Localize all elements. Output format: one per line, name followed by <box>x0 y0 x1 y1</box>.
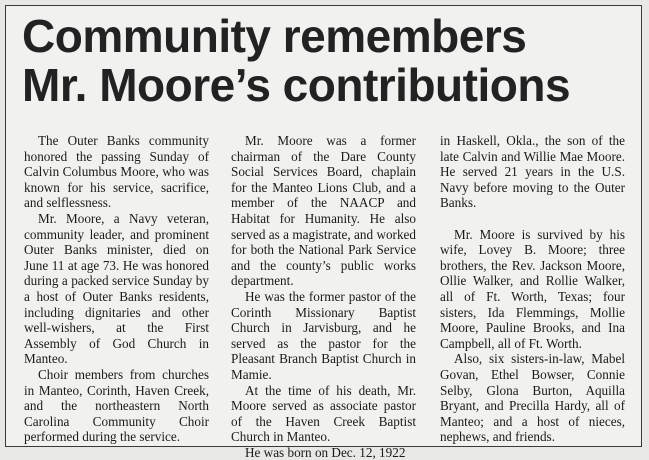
paragraph: At the time of his death, Mr. Moore served as associate pastor of the Haven Creek Baptist Church in Manteo. <box>231 382 416 445</box>
headline-line-2: Mr. Moore’s contributions <box>22 59 571 111</box>
paragraph-continued: in Haskell, Okla., the son of the late Calvin and Willie Mae Moore. He served 21 years in the U.S. Navy before moving to the Outer Banks. <box>440 133 625 211</box>
article-column-2 <box>231 133 416 460</box>
headline-line-1: Community remembers <box>22 10 527 62</box>
newspaper-clipping <box>5 5 642 460</box>
paragraph: Mr. Moore was a former chairman of the Dare County Social Services Board, chaplain for the Manteo Lions Club, and a member of the NAACP and Habitat for Humanity. He also served as a magistrate, and worked for both the National Park Service and the county’s public works department. <box>231 133 416 289</box>
article-column-3 <box>440 133 625 445</box>
paragraph: Mr. Moore, a Navy veteran, community leader, and prominent Outer Banks minister, died on June 11 at age 73. He was honored during a packed service Sunday by a host of Outer Banks residents, including dignitaries and other well-wishers, at the First Assembly of God Church in Manteo. <box>24 210 209 367</box>
paragraph: Also, six sisters-in-law, Mabel Govan, Ethel Bowser, Connie Selby, Glona Burton, Aquilla Bryant, and Precilla Hardy, all of Manteo; and a host of nieces, nephews, and friends. <box>440 351 625 445</box>
headline <box>22 12 570 110</box>
article-column-1 <box>24 133 209 445</box>
paragraph: He was born on Dec. 12, 1922 <box>245 444 406 460</box>
paragraph: The Outer Banks community honored the passing Sunday of Calvin Columbus Moore, who was known for his service, sacrifice, and selflessness. <box>24 133 209 211</box>
paragraph: He was the former pastor of the Corinth Missionary Baptist Church in Jarvisburg, and he served as the pastor for the Pleasant Branch Baptist Church in Mamie. <box>231 288 416 382</box>
paragraph: Choir members from churches in Manteo, Corinth, Haven Creek, and the northeastern North Carolina Community Choir performed during the service. <box>24 366 209 445</box>
paragraph: Mr. Moore is survived by his wife, Lovey B. Moore; three brothers, the Rev. Jackson Moore, Ollie Walker, and Rollie Walker, all of Ft. Worth, Texas; four sisters, Ida Flemmings, Mollie Moore, Pauline Brooks, and Ina Campbell, all of Ft. Worth. <box>440 226 625 351</box>
